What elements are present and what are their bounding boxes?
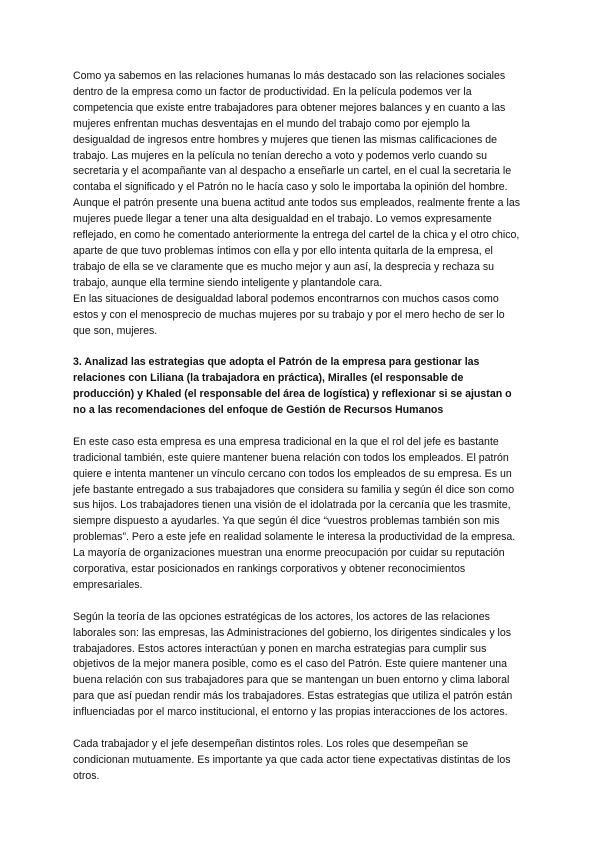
document-body bbox=[73, 69, 525, 785]
paragraph-relaciones-humanas: Como ya sabemos en las relaciones humanas lo más destacado son las relaciones sociales dentro de la empresa como un factor de productividad. En la película podemos ver la competencia que existe entre trabajadores para obtener mejores balances y en cuanto a las mujeres enfrentan muchas desventajas en el mundo del trabajo como por ejemplo la desigualdad de ingresos entre hombres y mujeres que tienen las mismas calificaciones de trabajo. Las mujeres en la película no tenían derecho a voto y podemos verlo cuando su secretaria y el acompañante van al despacho a enseñarle un cartel, en el cual la secretaria le contaba el significado y el Patrón no le hacía caso y solo le importaba la opinión del hombre. bbox=[73, 70, 512, 194]
paragraph-desigualdad-laboral: En las situaciones de desigualdad laboral podemos encontrarnos con muchos casos como estos y con el menosprecio de muchas mujeres por su trabajo y por el mero hecho de ser lo que son, mujeres. bbox=[73, 292, 505, 337]
spacer bbox=[73, 339, 525, 355]
spacer bbox=[73, 721, 525, 737]
paragraph-empresa-tradicional: En este caso esta empresa es una empresa tradicional en la que el rol del jefe es bastante tradicional también, este quiere mantener buena relación con todos los empleados. El patrón quiere e intenta mantener un vínculo cercano con todos los empleados de su empresa. Es un jefe bastante entregado a sus trabajadores que considera su familia y según él dice son como sus hijos. Los trabajadores tienen una visión de el idolatrada por la cercanía que les trasmite, siempre dispuesto a ayudarles. Ya que según él dice “vuestros problemas también son mis problemas”. Pero a este jefe en realidad solamente le interesa la productividad de la empresa. La mayoría de organizaciones muestran una enorme preocupación por cuidar su reputación corporativa, estar posicionados en rankings corporativos y obtener reconocimientos empresariales. bbox=[73, 435, 516, 591]
spacer bbox=[73, 419, 525, 435]
section-heading-3: 3. Analizad las estrategias que adopta el Patrón de la empresa para gestionar las relaciones con Liliana (la trabajadora en práctica), Miralles (el responsable de producción) y Khaled (el responsable del área de logística) y reflexionar si se ajustan o no a las recomendaciones del enfoque de Gestión de Recursos Humanos bbox=[73, 356, 512, 417]
paragraph-actitud-patron: Aunque el patrón presente una buena actitud ante todos sus empleados, realmente frente a las mujeres puede llegar a tener una alta desigualdad en el trabajo. Lo vemos expresamente reflejado, en como he comentado anteriormente la entrega del cartel de la chica y el otro chico, aparte de que tuvo problemas íntimos con ella y por ello intenta quitarla de la empresa, el trabajo de ella se ve claramente que es mucho mejor y aun así, la desprecia y rechaza su trabajo, aunque ella termine siendo inteligente y plantandole cara. bbox=[73, 197, 521, 289]
paragraph-teoria-opciones-estrategicas: Según la teoría de las opciones estratégicas de los actores, los actores de las relaciones laborales son: las empresas, las Administraciones del gobierno, los dirigentes sindicales y los trabajadores. Estos actores interactúan y ponen en marcha estrategias para cumplir sus objetivos de la mejor manera posible, como es el caso del Patrón. Este quiere mantener una buena relación con sus trabajadores para que se mantengan un buen entorno y clima laboral para que así puedan rendir más los trabajadores. Estas estrategias que utiliza el patrón están influenciadas por el marco institucional, el entorno y las propias interacciones de los actores. bbox=[73, 610, 513, 719]
paragraph-roles: Cada trabajador y el jefe desempeñan distintos roles. Los roles que desempeñan se condicionan mutuamente. Es importante ya que cada actor tiene expectativas distintas de los otros. bbox=[73, 738, 511, 782]
spacer bbox=[73, 594, 525, 610]
